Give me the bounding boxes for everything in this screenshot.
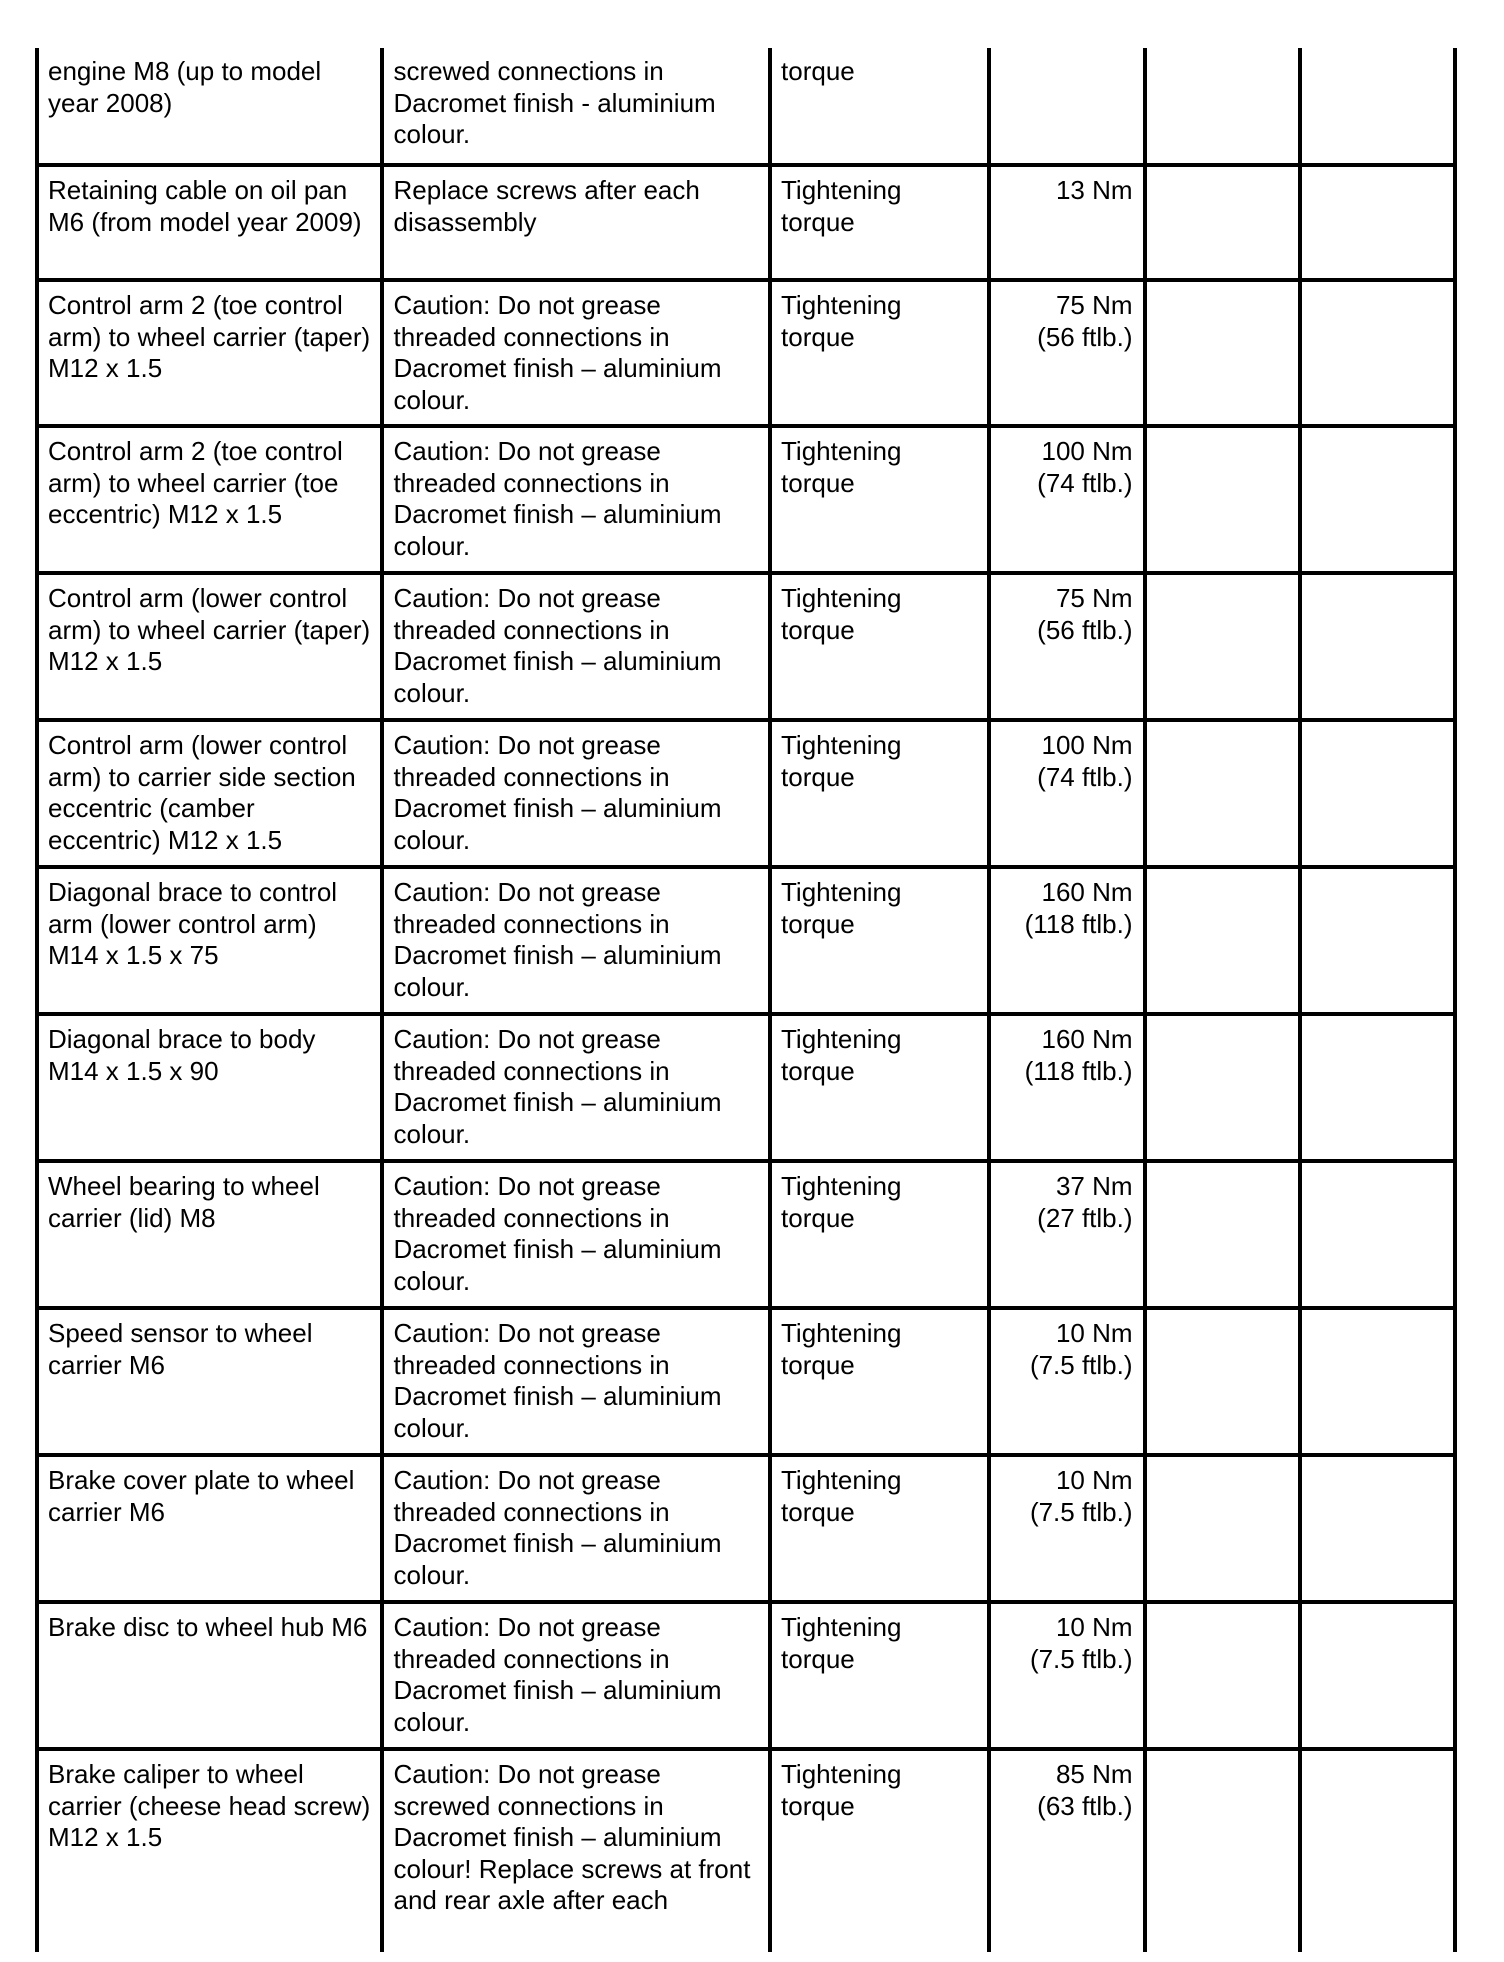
- empty-cell: [1300, 1014, 1455, 1161]
- type-cell: Tightening torque: [770, 1161, 989, 1308]
- empty-cell: [1145, 1161, 1300, 1308]
- component-cell: Brake cover plate to wheel carrier M6: [37, 1455, 382, 1602]
- value-nm: 75 Nm: [1055, 583, 1133, 613]
- empty-cell: [1300, 573, 1455, 720]
- empty-cell: [1300, 1308, 1455, 1455]
- table-row: [37, 426, 1455, 573]
- note-cell: Caution: Do not grease threaded connections in Dacromet finish – aluminium colour.: [382, 720, 770, 867]
- value-nm: 10 Nm: [1055, 1465, 1133, 1495]
- value-cell: [989, 165, 1144, 280]
- type-cell: Tightening torque: [770, 280, 989, 426]
- value-cell: [989, 48, 1144, 165]
- value-cell: [989, 1749, 1144, 1952]
- table-row: [37, 165, 1455, 280]
- value-nm: 37 Nm: [1055, 1171, 1133, 1201]
- component-cell: Control arm 2 (toe control arm) to wheel carrier (taper) M12 x 1.5: [37, 280, 382, 426]
- value-cell: [989, 426, 1144, 573]
- value-nm: 10 Nm: [1055, 1318, 1133, 1348]
- note-cell: Caution: Do not grease threaded connections in Dacromet finish – aluminium colour.: [382, 1161, 770, 1308]
- note-cell: Caution: Do not grease threaded connections in Dacromet finish – aluminium colour.: [382, 1602, 770, 1749]
- note-cell: screwed connections in Dacromet finish - aluminium colour.: [382, 48, 770, 165]
- empty-cell: [1300, 426, 1455, 573]
- note-cell: Caution: Do not grease threaded connections in Dacromet finish – aluminium colour.: [382, 1455, 770, 1602]
- table-row: [37, 280, 1455, 426]
- table-row: [37, 1749, 1455, 1952]
- component-cell: Control arm (lower control arm) to wheel carrier (taper) M12 x 1.5: [37, 573, 382, 720]
- component-cell: Diagonal brace to body M14 x 1.5 x 90: [37, 1014, 382, 1161]
- empty-cell: [1300, 1749, 1455, 1952]
- table-row: [37, 720, 1455, 867]
- torque-spec-table: [35, 48, 1457, 1952]
- empty-cell: [1145, 165, 1300, 280]
- table-row: [37, 48, 1455, 165]
- empty-cell: [1300, 720, 1455, 867]
- value-ftlb: (56 ftlb.): [1037, 321, 1133, 352]
- component-cell: Wheel bearing to wheel carrier (lid) M8: [37, 1161, 382, 1308]
- component-cell: Brake disc to wheel hub M6: [37, 1602, 382, 1749]
- value-cell: [989, 1455, 1144, 1602]
- empty-cell: [1145, 1749, 1300, 1952]
- empty-cell: [1300, 1602, 1455, 1749]
- value-nm: 100 Nm: [1041, 730, 1133, 760]
- empty-cell: [1145, 573, 1300, 720]
- value-cell: [989, 573, 1144, 720]
- value-cell: [989, 867, 1144, 1014]
- type-cell: Tightening torque: [770, 1014, 989, 1161]
- empty-cell: [1300, 1455, 1455, 1602]
- value-nm: 160 Nm: [1041, 877, 1133, 907]
- component-cell: Brake caliper to wheel carrier (cheese head screw) M12 x 1.5: [37, 1749, 382, 1952]
- value-ftlb: (118 ftlb.): [1024, 908, 1133, 939]
- empty-cell: [1145, 426, 1300, 573]
- component-cell: Retaining cable on oil pan M6 (from model year 2009): [37, 165, 382, 280]
- empty-cell: [1145, 48, 1300, 165]
- empty-cell: [1145, 1308, 1300, 1455]
- note-cell: Caution: Do not grease threaded connections in Dacromet finish – aluminium colour.: [382, 1308, 770, 1455]
- note-cell: Caution: Do not grease threaded connections in Dacromet finish – aluminium colour.: [382, 867, 770, 1014]
- type-cell: Tightening torque: [770, 1308, 989, 1455]
- type-cell: Tightening torque: [770, 720, 989, 867]
- table-row: [37, 1161, 1455, 1308]
- empty-cell: [1300, 867, 1455, 1014]
- type-cell: Tightening torque: [770, 426, 989, 573]
- empty-cell: [1145, 280, 1300, 426]
- value-ftlb: (7.5 ftlb.): [1029, 1349, 1133, 1380]
- value-nm: 75 Nm: [1055, 290, 1133, 320]
- component-cell: Diagonal brace to control arm (lower control arm) M14 x 1.5 x 75: [37, 867, 382, 1014]
- value-ftlb: (56 ftlb.): [1037, 614, 1133, 645]
- value-nm: 13 Nm: [1055, 175, 1133, 205]
- empty-cell: [1145, 867, 1300, 1014]
- empty-cell: [1300, 48, 1455, 165]
- note-cell: Replace screws after each disassembly: [382, 165, 770, 280]
- value-nm: 100 Nm: [1041, 436, 1133, 466]
- table-row: [37, 867, 1455, 1014]
- component-cell: Control arm (lower control arm) to carrier side section eccentric (camber eccentric) M12 x 1.5: [37, 720, 382, 867]
- note-cell: Caution: Do not grease threaded connections in Dacromet finish – aluminium colour.: [382, 1014, 770, 1161]
- value-ftlb: (7.5 ftlb.): [1029, 1643, 1133, 1674]
- value-cell: [989, 1308, 1144, 1455]
- empty-cell: [1145, 1602, 1300, 1749]
- value-nm: 10 Nm: [1055, 1612, 1133, 1642]
- table-row: [37, 1602, 1455, 1749]
- value-nm: 160 Nm: [1041, 1024, 1133, 1054]
- value-cell: [989, 1014, 1144, 1161]
- table-row: [37, 1014, 1455, 1161]
- value-cell: [989, 720, 1144, 867]
- type-cell: Tightening torque: [770, 867, 989, 1014]
- value-ftlb: (118 ftlb.): [1024, 1055, 1133, 1086]
- table-row: [37, 1308, 1455, 1455]
- value-cell: [989, 1602, 1144, 1749]
- value-nm: 85 Nm: [1055, 1759, 1133, 1789]
- note-cell: Caution: Do not grease threaded connections in Dacromet finish – aluminium colour.: [382, 426, 770, 573]
- value-ftlb: (7.5 ftlb.): [1029, 1496, 1133, 1527]
- type-cell: Tightening torque: [770, 1602, 989, 1749]
- component-cell: engine M8 (up to model year 2008): [37, 48, 382, 165]
- type-cell: Tightening torque: [770, 573, 989, 720]
- empty-cell: [1300, 1161, 1455, 1308]
- value-ftlb: (74 ftlb.): [1037, 761, 1133, 792]
- type-cell: torque: [770, 48, 989, 165]
- empty-cell: [1300, 280, 1455, 426]
- value-ftlb: (74 ftlb.): [1037, 467, 1133, 498]
- type-cell: Tightening torque: [770, 1749, 989, 1952]
- type-cell: Tightening torque: [770, 165, 989, 280]
- note-cell: Caution: Do not grease threaded connections in Dacromet finish – aluminium colour.: [382, 280, 770, 426]
- component-cell: Speed sensor to wheel carrier M6: [37, 1308, 382, 1455]
- value-ftlb: (27 ftlb.): [1037, 1202, 1133, 1233]
- table-row: [37, 573, 1455, 720]
- empty-cell: [1145, 1455, 1300, 1602]
- empty-cell: [1300, 165, 1455, 280]
- value-cell: [989, 1161, 1144, 1308]
- component-cell: Control arm 2 (toe control arm) to wheel carrier (toe eccentric) M12 x 1.5: [37, 426, 382, 573]
- type-cell: Tightening torque: [770, 1455, 989, 1602]
- value-cell: [989, 280, 1144, 426]
- table-row: [37, 1455, 1455, 1602]
- empty-cell: [1145, 1014, 1300, 1161]
- note-cell: Caution: Do not grease screwed connections in Dacromet finish – aluminium colour! Replace screws at front and rear axle after each: [382, 1749, 770, 1952]
- value-ftlb: (63 ftlb.): [1037, 1790, 1133, 1821]
- note-cell: Caution: Do not grease threaded connections in Dacromet finish – aluminium colour.: [382, 573, 770, 720]
- empty-cell: [1145, 720, 1300, 867]
